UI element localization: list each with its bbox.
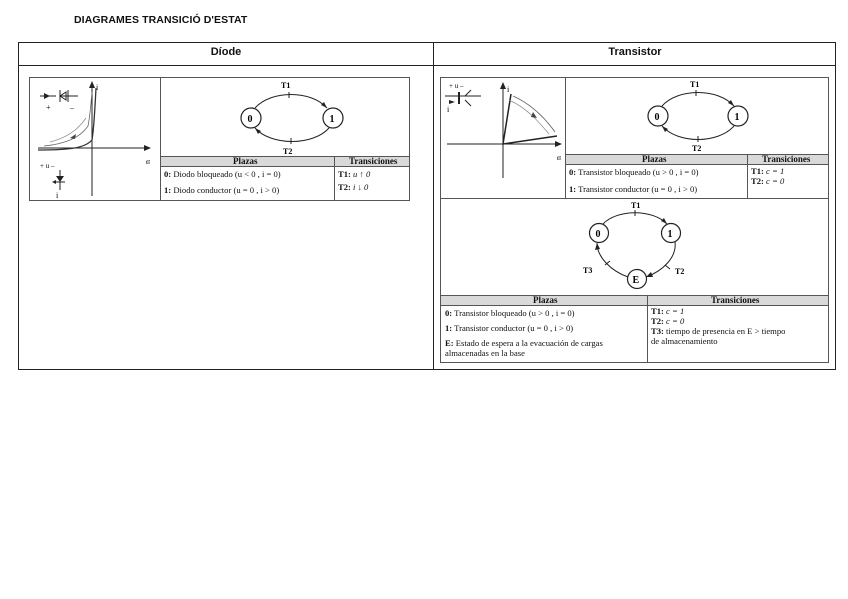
column-divider: [433, 43, 434, 369]
transistor-table1-trans-1: T1: c = 1: [751, 166, 785, 176]
transistor-d2-t2-label: T2: [675, 267, 685, 276]
transistor-table2-transitions-header: Transiciones: [711, 295, 760, 305]
page-title: DIAGRAMES TRANSICIÓ D'ESTAT: [74, 14, 248, 26]
transistor-table1-places-header: Plazas: [642, 154, 667, 164]
transistor-table2-trans-1: T1: c = 1: [651, 306, 685, 316]
comparison-table: [18, 42, 836, 370]
transistor-d2-state-0-label: 0: [595, 229, 601, 240]
transistor-table2-trans-3: T3: tiempo de presencia en E > tiempo: [651, 326, 786, 336]
transistor-u-top-label: + u –: [449, 82, 464, 90]
diode-u-top-label: + u –: [40, 162, 55, 170]
transistor-d1-t1-label: T1: [690, 80, 700, 89]
transistor-figure: [440, 77, 829, 363]
diode-state-1-label: 1: [329, 114, 335, 125]
transistor-d1-state-1-label: 1: [734, 112, 740, 123]
transistor-d2-state-1-label: 1: [667, 229, 673, 240]
transistor-table2-trans-2: T2: c = 0: [651, 316, 685, 326]
header-divider: [19, 65, 835, 66]
transistor-table2-trans-3-cont: de almacenamiento: [651, 336, 718, 346]
diode-minus-sign: –: [70, 103, 74, 112]
transistor-table2-place-1: 1: Transistor conductor (u = 0 , i > 0): [445, 323, 574, 333]
transistor-table1-place-1: 1: Transistor conductor (u = 0 , i > 0): [569, 184, 698, 194]
transistor-plot-u-label: u: [555, 156, 564, 160]
diode-place-1: 1: Diodo conductor (u = 0 , i > 0): [164, 185, 280, 195]
transistor-d1-t2-label: T2: [692, 144, 702, 153]
diode-t2-label: T2: [283, 147, 293, 156]
transistor-table1-place-0: 0: Transistor bloqueado (u > 0 , i = 0): [569, 167, 699, 177]
diode-plot-i-label: i: [96, 83, 99, 92]
transistor-d2-t3-label: T3: [583, 266, 593, 275]
transistor-d2-state-e-label: E: [632, 275, 640, 286]
transistor-state-diagram-2: [441, 199, 828, 295]
diode-state-0-label: 0: [247, 114, 253, 125]
diode-i-label: i: [56, 191, 59, 200]
transistor-table2-place-e: E: Estado de espera a la evacuación de cargas: [445, 338, 603, 348]
transistor-table1-divider: [747, 154, 748, 198]
transistor-plot-i-label: i: [507, 85, 510, 94]
diode-column-header: Díode: [210, 46, 242, 58]
diode-trans-2: T2: i ↓ 0: [338, 182, 369, 192]
diode-plus-sign: +: [46, 103, 51, 112]
diode-plot-u-label: u: [144, 160, 153, 164]
diode-characteristic-plot: [30, 78, 160, 200]
diode-state-diagram: [161, 78, 409, 156]
transistor-table1-header: [566, 154, 828, 165]
transistor-d1-state-0-label: 0: [654, 112, 660, 123]
transistor-table2-place-e-cont: almacenadas en la base: [445, 348, 525, 358]
transistor-table1-transitions-header: Transiciones: [762, 154, 811, 164]
transistor-table2-place-0: 0: Transistor bloqueado (u > 0 , i = 0): [445, 308, 575, 318]
diode-table-header: [161, 156, 409, 167]
diode-table-divider: [334, 156, 335, 200]
diode-transitions-header: Transiciones: [349, 156, 398, 166]
diode-places-header: Plazas: [233, 156, 258, 166]
transistor-table2-places-header: Plazas: [533, 295, 558, 305]
transistor-state-diagram-1: [566, 78, 828, 154]
diode-place-0: 0: Diodo bloqueado (u < 0 , i = 0): [164, 169, 281, 179]
transistor-table1-trans-2: T2: c = 0: [751, 176, 785, 186]
diode-figure: [29, 77, 410, 201]
transistor-table2-header: [441, 295, 828, 306]
transistor-d2-t1-label: T1: [631, 201, 641, 210]
transistor-column-header: Transistor: [608, 46, 662, 58]
diode-t1-label: T1: [281, 81, 291, 90]
transistor-i-label: i: [447, 105, 450, 114]
diode-trans-1: T1: u ↑ 0: [338, 169, 371, 179]
transistor-characteristic-plot: [441, 78, 565, 198]
transistor-table2-divider: [647, 295, 648, 362]
